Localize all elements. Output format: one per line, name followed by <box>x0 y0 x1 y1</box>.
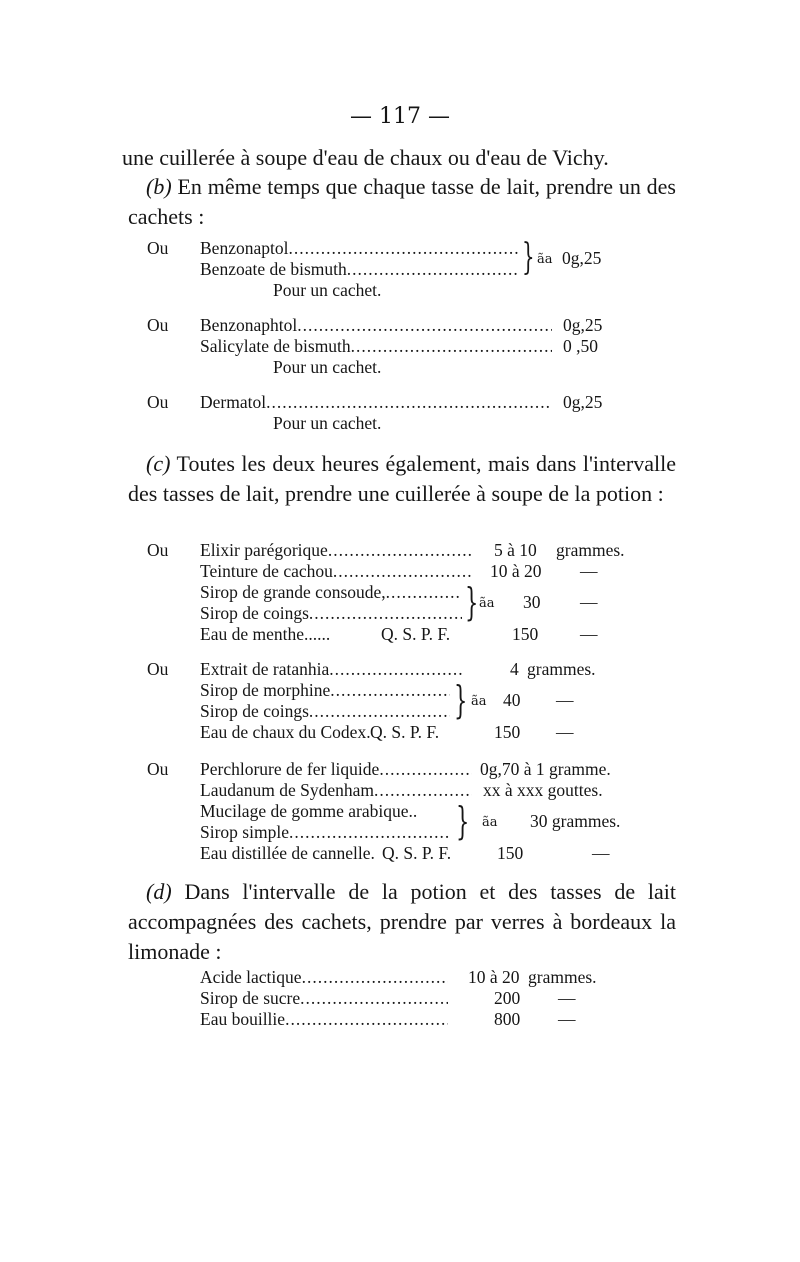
ingredient-name: Teinture de cachou <box>200 561 333 581</box>
ingredient-name: Eau de chaux du Codex. <box>200 722 371 742</box>
ou-label: Ou <box>147 315 169 335</box>
ingredient-name: Benzonaptol <box>200 238 289 258</box>
ingredient-row <box>200 1009 448 1030</box>
ingredient-name: Benzoate de bismuth <box>200 259 347 279</box>
qspf-label: Q. S. P. F. <box>382 843 452 863</box>
paragraph-continuation: une cuillerée à soupe d'eau de chaux ou d'eau de Vichy. <box>122 145 609 170</box>
ingredient-row <box>200 701 450 722</box>
paragraph-d-text: Dans l'intervalle de la potion et des tasses de lait accompagnées des cachets, prendre par verres à bordeaux la limonade : <box>128 879 677 964</box>
ingredient-row <box>200 659 462 680</box>
paragraph-c-text: Toutes les deux heures également, mais dans l'intervalle des tasses de lait, prendre une cuillerée à soupe de la potion : <box>128 451 676 506</box>
dose: 0 ,50 <box>563 336 598 356</box>
ingredient-row <box>200 759 472 780</box>
unit: — <box>558 988 576 1008</box>
unit: — <box>580 592 598 612</box>
brace: } <box>465 580 479 624</box>
quantity: 5 à 10 <box>494 540 537 560</box>
dose: 0g,25 <box>563 315 603 335</box>
quantity: xx à xxx gouttes. <box>483 780 603 800</box>
ingredient-row <box>200 561 472 582</box>
aa-label: ãa <box>537 252 553 267</box>
ingredient-row <box>200 582 462 603</box>
dose: 0g,25 <box>562 248 602 268</box>
ingredient-row <box>200 988 448 1009</box>
ingredient-name: Sirop simple <box>200 822 289 842</box>
aa-label: ãa <box>479 596 495 611</box>
ou-label: Ou <box>147 540 169 560</box>
aa-label: ãa <box>482 815 498 830</box>
ingredient-name: Extrait de ratanhia <box>200 659 330 679</box>
paragraph-d <box>128 877 676 967</box>
quantity: 150 <box>512 624 539 644</box>
ou-label: Ou <box>147 238 169 258</box>
quantity: 200 <box>494 988 521 1008</box>
ingredient-name: Mucilage de gomme arabique.. <box>200 801 418 821</box>
ingredient-name: Perchlorure de fer liquide <box>200 759 380 779</box>
aa-label: ãa <box>471 694 487 709</box>
quantity: 800 <box>494 1009 521 1029</box>
unit: grammes. <box>527 659 596 679</box>
ingredient-row <box>200 680 450 701</box>
brace: } <box>454 678 468 722</box>
qspf-label: Q. S. P. F. <box>370 722 440 742</box>
unit: — <box>580 624 598 644</box>
ingredient-row <box>200 603 462 624</box>
unit: — <box>556 722 574 742</box>
quantity: 10 à 20 <box>468 967 520 987</box>
unit: — <box>558 1009 576 1029</box>
paragraph-b-marker: (b) <box>146 174 172 199</box>
brace: } <box>456 799 470 843</box>
ingredient-name: Acide lactique <box>200 967 302 987</box>
ingredient-name: Elixir parégorique <box>200 540 328 560</box>
ingredient-name: Sirop de morphine <box>200 680 331 700</box>
ingredient-row <box>200 259 518 280</box>
ingredient-row <box>200 967 448 988</box>
ingredient-name: Eau bouillie <box>200 1009 286 1029</box>
paragraph-d-marker: (d) <box>146 879 172 904</box>
quantity: 40 <box>503 690 521 710</box>
ingredient-name: Sirop de grande consoude, <box>200 582 386 602</box>
quantity: 4 <box>510 659 519 679</box>
quantity: 10 à 20 <box>490 561 542 581</box>
page-number: — 117 — <box>350 104 450 129</box>
paragraph-b <box>128 172 676 232</box>
ingredient-row <box>200 780 472 801</box>
quantity: 150 <box>494 722 521 742</box>
ingredient-row <box>200 392 552 413</box>
ingredient-name: Benzonaphtol <box>200 315 298 335</box>
quantity: 150 <box>497 843 524 863</box>
ingredient-row <box>200 238 518 259</box>
ingredient-name: Laudanum de Sydenham <box>200 780 374 800</box>
quantity: 30 <box>523 592 541 612</box>
ou-label: Ou <box>147 759 169 779</box>
unit: — <box>592 843 610 863</box>
ingredient-row <box>200 822 450 843</box>
quantity: 0g,70 à 1 gramme. <box>480 759 611 779</box>
ingredient-name: Eau distillée de cannelle. <box>200 843 375 863</box>
ou-label: Ou <box>147 392 169 412</box>
ingredient-row <box>200 540 472 561</box>
dose: 0g,25 <box>563 392 603 412</box>
pour-un-cachet: Pour un cachet. <box>273 280 382 300</box>
ingredient-name: Eau de menthe...... <box>200 624 331 644</box>
brace: } <box>522 237 535 278</box>
ingredient-row <box>200 336 552 357</box>
ingredient-name: Sirop de sucre <box>200 988 301 1008</box>
ingredient-name: Sirop de coings <box>200 603 309 623</box>
unit: — <box>556 690 574 710</box>
paragraph-c-marker: (c) <box>146 451 171 476</box>
ingredient-name: Salicylate de bismuth <box>200 336 351 356</box>
pour-un-cachet: Pour un cachet. <box>273 413 382 433</box>
paragraph-c <box>128 449 676 509</box>
unit: grammes. <box>556 540 625 560</box>
ou-label: Ou <box>147 659 169 679</box>
quantity: 30 grammes. <box>530 811 621 831</box>
unit: — <box>580 561 598 581</box>
pour-un-cachet: Pour un cachet. <box>273 357 382 377</box>
paragraph-b-text: En même temps que chaque tasse de lait, prendre un des cachets : <box>128 174 676 229</box>
qspf-label: Q. S. P. F. <box>381 624 451 644</box>
ingredient-name: Dermatol <box>200 392 267 412</box>
ingredient-name: Sirop de coings <box>200 701 309 721</box>
ingredient-row <box>200 315 552 336</box>
unit: grammes. <box>528 967 597 987</box>
